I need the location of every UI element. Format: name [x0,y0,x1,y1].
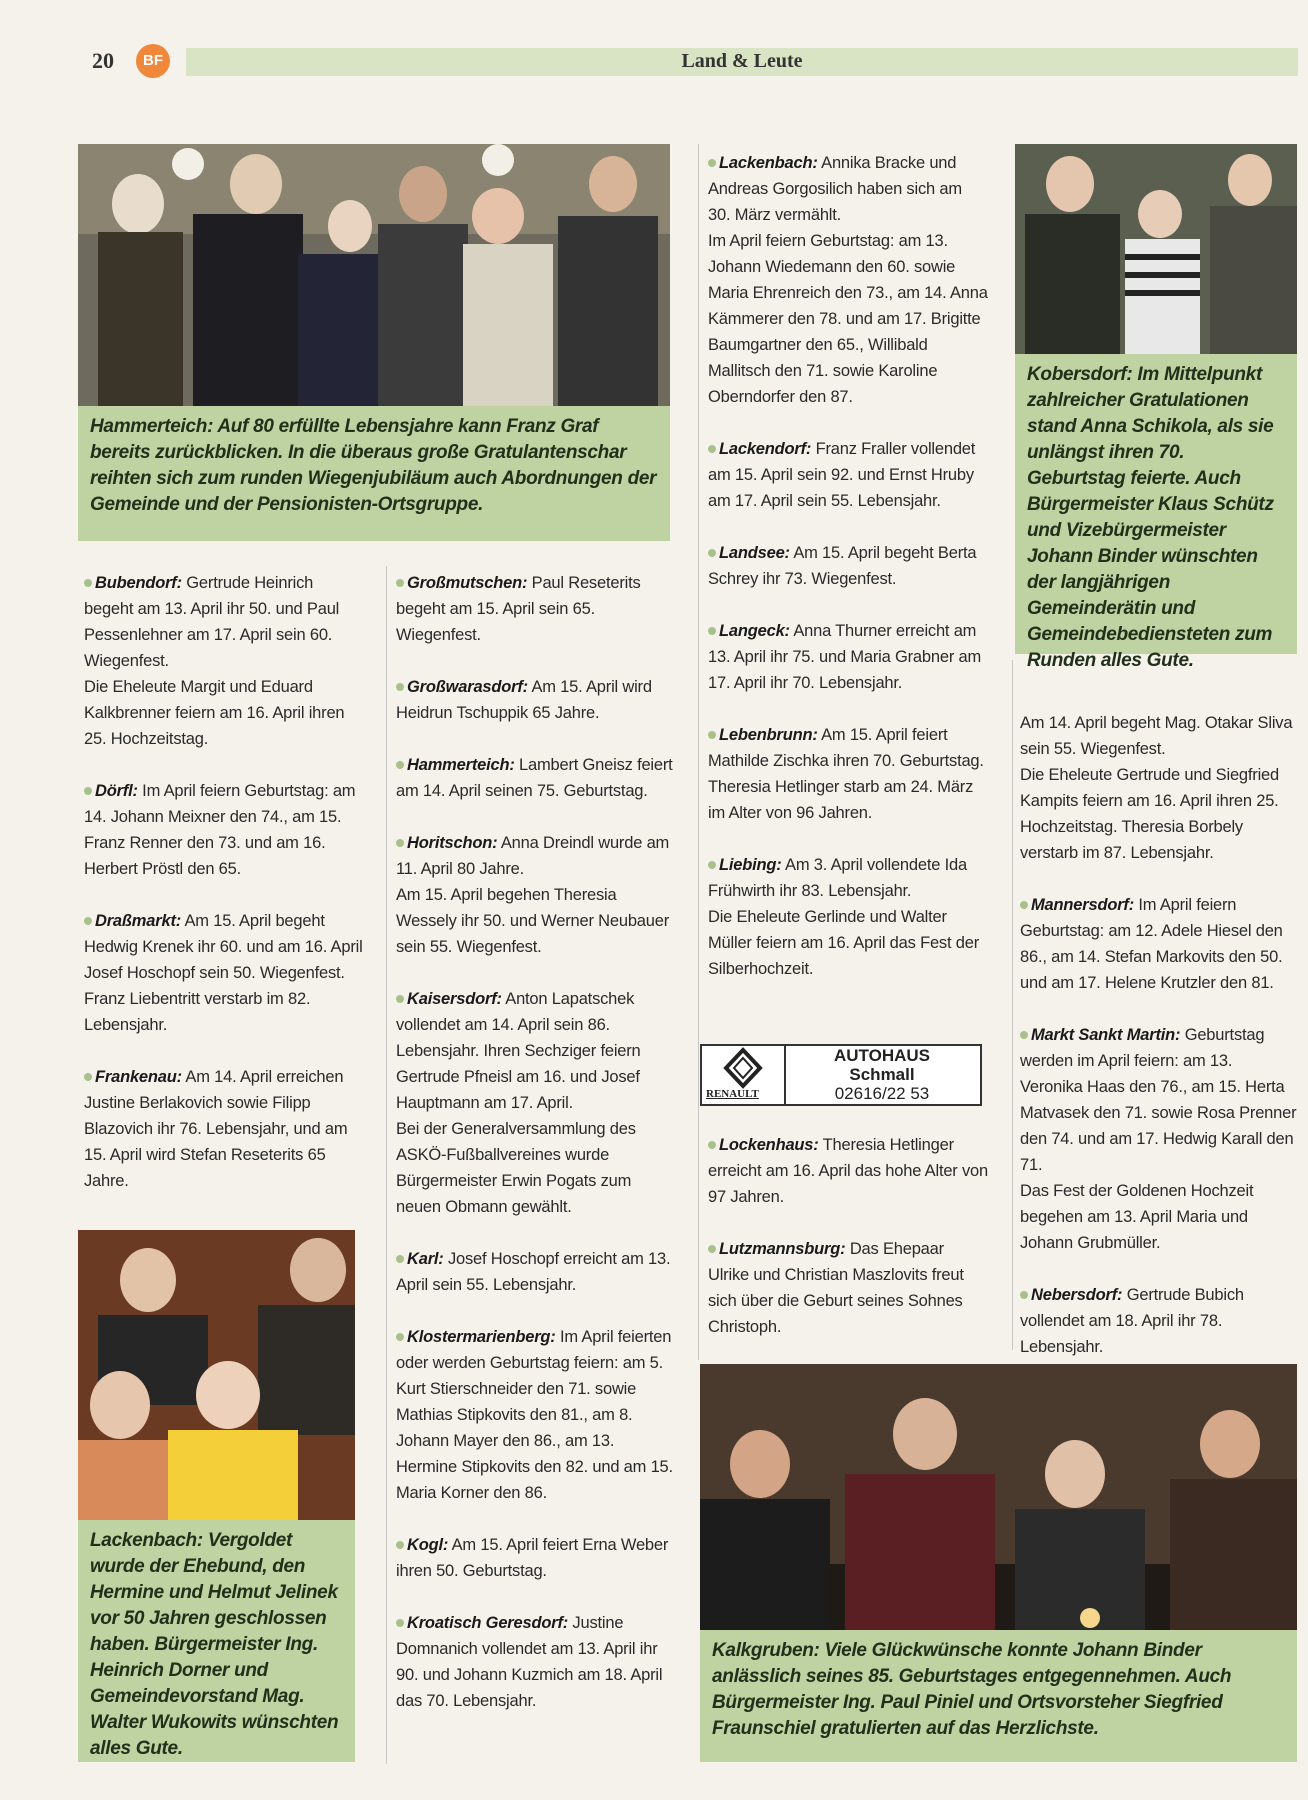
column-divider [1012,660,1013,1350]
bf-logo: BF [136,44,170,78]
news-entry: Karl: Josef Hoschopf erreicht am 13. April sein 55. Lebensjahr. [396,1250,671,1294]
autohaus-ad [700,1044,982,1106]
bullet-icon [708,159,716,167]
news-entry: Draßmarkt: Am 15. April begeht Hedwig Krenek ihr 60. und am 16. April Josef Hoschopf sein 50. Wiegenfest. Franz Liebentritt verstarb im 82. Lebensjahr. [84,912,363,1034]
news-entry: Langeck: Anna Thurner erreicht am 13. April ihr 75. und Maria Grabner am 17. April ihr 70. Lebensjahr. [708,622,982,692]
news-entry: Liebing: Am 3. April vollendete Ida Frühwirth ihr 83. Lebensjahr. Die Eheleute Gerlinde und Walter Müller feiern am 16. April das Fest der Silberhochzeit. [708,856,979,978]
news-entry: Lebenbrunn: Am 15. April feiert Mathilde Zischka ihren 70. Geburtstag. Theresia Hetlinger starb am 24. März im Alter von 96 Jahren. [708,726,984,822]
page-number: 20 [92,48,114,73]
bullet-icon [708,1245,716,1253]
news-entry: Horitschon: Anna Dreindl wurde am 11. April 80 Jahre. Am 15. April begehen Theresia Wessely ihr 50. und Werner Neubauer sein 55. Wiegenfest. [396,834,670,956]
bullet-icon [708,549,716,557]
bullet-icon [708,445,716,453]
bullet-icon [84,917,92,925]
bullet-icon [84,787,92,795]
news-entry: Bubendorf: Gertrude Heinrich begeht am 13. April ihr 50. und Paul Pessenlehner am 17. April sein 60. Wiegenfest. Die Eheleute Margit und Eduard Kalkbrenner feiern am 16. April ihren 25. Hochzeitstag. [84,574,345,748]
bullet-icon [396,839,404,847]
ad-phone: 02616/22 53 [834,1084,930,1103]
column-divider [386,566,387,1764]
bullet-icon [396,1255,404,1263]
ad-line-2: Schmall [849,1065,915,1084]
bullet-icon [396,683,404,691]
column-2 [396,570,676,1740]
caption-kobersdorf: Kobersdorf: Im Mittelpunkt zahlreicher Gratulationen stand Anna Schikola, als sie unlängst ihren 70. Geburtstag feierte. Auch Bürgermeister Klaus Schütz und Vizebürgermeister Johann Binder wünschten der langjährigen Gemeinderätin und Gemeindebediensteten zum Runden alles Gute. [1015,354,1297,654]
bullet-icon [396,579,404,587]
bullet-icon [396,995,404,1003]
news-entry: Großmutschen: Paul Reseterits begeht am 15. April sein 65. Wiegenfest. [396,574,641,644]
news-entry: Am 14. April begeht Mag. Otakar Sliva sein 55. Wiegenfest. Die Eheleute Gertrude und Siegfried Kampits feiern am 16. April ihren 25. Hochzeitstag. Theresia Borbely verstarb im 87. Lebensjahr. [1020,714,1293,862]
news-entry: Großwarasdorf: Am 15. April wird Heidrun Tschuppik 65 Jahre. [396,678,652,722]
bullet-icon [396,1333,404,1341]
bullet-icon [396,1619,404,1627]
caption-kalkgruben: Kalkgruben: Viele Glückwünsche konnte Johann Binder anlässlich seines 85. Geburtstages entgegennehmen. Auch Bürgermeister Ing. Paul Piniel und Ortsvorsteher Siegfried Fraunschiel gratulierten auf das Herzlichste. [700,1630,1297,1762]
photo-lackenbach [78,1230,355,1520]
news-entry: Kroatisch Geresdorf: Justine Domnanich vollendet am 13. April ihr 90. und Johann Kuzmich am 18. April das 70. Lebensjahr. [396,1614,663,1710]
caption-hammerteich: Hammerteich: Auf 80 erfüllte Lebensjahre kann Franz Graf bereits zurückblicken. In die überaus große Gratulantenschar reihten sich zum runden Wiegenjubiläum auch Abordnungen der Gemeinde und der Pensionisten-Ortsgruppe. [78,406,670,541]
news-entry: Dörfl: Im April feiern Geburtstag: am 14. Johann Meixner den 74., am 15. Franz Renner den 73. und am 16. Herbert Pröstl den 65. [84,782,356,878]
header-bar [186,48,1298,76]
column-3-continued [708,1132,988,1366]
column-divider [698,144,699,1360]
news-entry: Lutzmannsburg: Das Ehepaar Ulrike und Christian Maszlovits freut sich über die Geburt seines Sohnes Christoph. [708,1240,964,1336]
news-entry: Markt Sankt Martin: Geburtstag werden im April feiern: am 13. Veronika Haas den 76., am 15. Herta Matvasek den 71. sowie Rosa Prenner den 74. und am 17. Hedwig Karall den 71. Das Fest der Goldenen Hochzeit begehen am 13. April Maria und Johann Grubmüller. [1020,1026,1297,1252]
section-title: Land & Leute [681,50,803,72]
news-entry: Lockenhaus: Theresia Hetlinger erreicht am 16. April das hohe Alter von 97 Jahren. [708,1136,988,1206]
bullet-icon [396,1541,404,1549]
bullet-icon [1020,1291,1028,1299]
photo-hammerteich [78,144,670,406]
news-entry: Nebersdorf: Gertrude Bubich vollendet am 18. April ihr 78. Lebensjahr. [1020,1286,1244,1356]
news-entry: Mannersdorf: Im April feiern Geburtstag: am 12. Adele Hiesel den 86., am 14. Stefan Markovits den 50. und am 17. Helene Krutzler den 81. [1020,896,1283,992]
bullet-icon [708,627,716,635]
bullet-icon [396,761,404,769]
renault-logo [702,1046,786,1104]
column-4 [1020,710,1298,1386]
news-entry: Landsee: Am 15. April begeht Berta Schrey ihr 73. Wiegenfest. [708,544,977,588]
news-entry: Klostermarienberg: Im April feierten oder werden Geburtstag feiern: am 5. Kurt Stierschneider den 71. sowie Mathias Stipkovits den 81., am 8. Johann Mayer den 86., am 13. Hermine Stipkovits den 82. und am 15. Maria Korner den 86. [396,1328,673,1502]
column-1 [84,570,364,1220]
bullet-icon [708,1141,716,1149]
renault-brand: RENAULT [706,1088,759,1100]
photo-kobersdorf [1015,144,1297,354]
news-entry: Kaisersdorf: Anton Lapatschek vollendet am 14. April sein 86. Lebensjahr. Ihren Sechziger feiern Gertrude Pfneisl am 16. und Josef Hauptmann am 17. April. Bei der Generalversammlung des ASKÖ-Fußballvereines wurde Bürgermeister Erwin Pogats zum neuen Obmann gewählt. [396,990,641,1216]
news-entry: Lackenbach: Annika Bracke und Andreas Gorgosilich haben sich am 30. März vermählt. Im April feiern Geburtstag: am 13. Johann Wiedemann den 60. sowie Maria Ehrenreich den 73., am 14. Anna Kämmerer den 78. und am 17. Brigitte Baumgartner den 65., Willibald Mallitsch den 71. sowie Karoline Oberndorfer den 87. [708,154,988,406]
caption-lackenbach: Lackenbach: Vergoldet wurde der Ehebund, den Hermine und Helmut Jelinek vor 50 Jahren geschlossen haben. Bürgermeister Ing. Heinrich Dorner und Gemeindevorstand Mag. Walter Wukowits wünschten alles Gute. [78,1520,355,1762]
news-entry: Frankenau: Am 14. April erreichen Justine Berlakovich sowie Filipp Blazovich ihr 76. Lebensjahr, und am 15. April wird Stefan Reseterits 65 Jahre. [84,1068,348,1190]
bullet-icon [1020,901,1028,909]
bullet-icon [84,1073,92,1081]
news-entry: Lackendorf: Franz Fraller vollendet am 15. April sein 92. und Ernst Hruby am 17. April sein 55. Lebensjahr. [708,440,976,510]
bullet-icon [1020,1031,1028,1039]
bullet-icon [708,731,716,739]
page-header [78,44,1298,78]
news-entry: Kogl: Am 15. April feiert Erna Weber ihren 50. Geburtstag. [396,1536,669,1580]
photo-kalkgruben [700,1364,1297,1630]
column-3 [708,150,988,1008]
ad-line-1: AUTOHAUS [833,1046,931,1065]
news-entry: Hammerteich: Lambert Gneisz feiert am 14. April seinen 75. Geburtstag. [396,756,673,800]
bullet-icon [84,579,92,587]
bullet-icon [708,861,716,869]
